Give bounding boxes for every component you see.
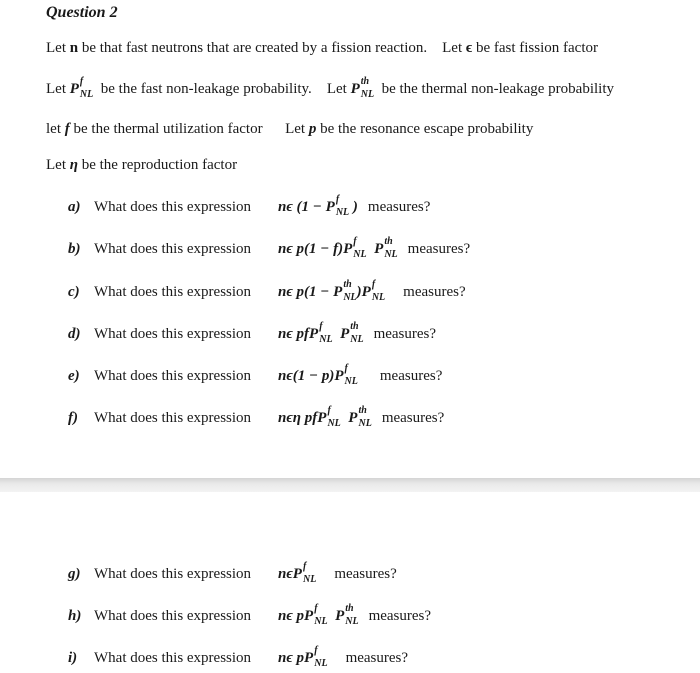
symbol-p-lower: p: [308, 121, 317, 137]
symbol-p-f-nl: [309, 321, 323, 343]
question-label: b): [68, 241, 81, 257]
question-label: g): [68, 566, 81, 582]
text: be fast fission factor: [475, 40, 598, 56]
superscript: f: [319, 321, 323, 332]
subscript: NL: [314, 616, 328, 627]
question-e: [68, 363, 443, 387]
question-label: c): [68, 284, 80, 300]
expr-part: nϵ: [278, 566, 293, 582]
subscript: NL: [353, 249, 367, 260]
measures-text: measures?: [334, 566, 397, 582]
expression: [278, 363, 358, 387]
text: Let: [442, 40, 463, 56]
expr-part: nϵη pf: [278, 410, 318, 426]
subscript: NL: [327, 418, 341, 429]
question-label: i): [68, 650, 78, 666]
text: be the fast non-leakage probability.: [100, 81, 312, 97]
subscript: NL: [358, 418, 372, 429]
symbol-p: P: [309, 326, 319, 342]
subscript: NL: [302, 574, 317, 585]
text: let: [46, 121, 61, 137]
question-text: What does this expression: [94, 410, 252, 426]
subscript: NL: [314, 658, 328, 669]
question-f: [68, 405, 445, 429]
subscript: NL: [319, 334, 333, 345]
expression: [278, 561, 317, 585]
symbol-p-f-nl: [361, 279, 376, 301]
definition-line-1: [46, 40, 598, 57]
text: be the thermal utilization factor: [73, 121, 263, 137]
subscript: NL: [360, 89, 375, 100]
text: be the reproduction factor: [81, 157, 238, 173]
measures-text: measures?: [403, 284, 466, 300]
expr-part: nϵ(1 − p): [278, 368, 335, 384]
definition-line-2: [46, 76, 614, 100]
text: be that fast neutrons that are created by a fission reaction.: [81, 40, 428, 56]
expression: [278, 279, 386, 303]
superscript: th: [350, 321, 359, 332]
superscript: f: [302, 561, 307, 572]
definition-line-4: [46, 157, 237, 174]
symbol-epsilon: ϵ: [465, 40, 473, 56]
superscript: th: [360, 76, 370, 87]
expr-part: nϵ p: [278, 608, 305, 624]
superscript: th: [384, 236, 393, 247]
symbol-p: P: [343, 241, 353, 257]
superscript: th: [343, 279, 352, 290]
question-text: What does this expression: [94, 241, 252, 257]
symbol-p: P: [335, 608, 345, 624]
measures-text: measures?: [373, 326, 437, 342]
symbol-p-f-nl: [69, 76, 84, 98]
symbol-p: P: [374, 241, 384, 257]
question-text: What does this expression: [94, 650, 252, 666]
superscript: f: [335, 194, 340, 205]
symbol-f: f: [64, 121, 70, 137]
expr-part: nϵ (1 −: [278, 199, 326, 215]
measures-text: measures?: [368, 608, 432, 624]
question-b: [68, 236, 471, 260]
expr-part: nϵ p: [278, 650, 305, 666]
subscript: NL: [345, 616, 359, 627]
text: Let: [46, 81, 66, 97]
symbol-p-f-nl: [334, 363, 348, 385]
question-label: a): [68, 199, 81, 215]
symbol-p-f-nl: [304, 603, 318, 625]
question-text: What does this expression: [94, 326, 252, 342]
symbol-p: P: [304, 608, 314, 624]
question-text: What does this expression: [94, 566, 252, 582]
superscript: th: [345, 603, 354, 614]
superscript: f: [371, 279, 376, 290]
question-label: e): [68, 368, 80, 384]
superscript: f: [314, 645, 318, 656]
superscript: f: [344, 363, 348, 374]
expression: [278, 236, 398, 260]
question-a: [68, 194, 431, 218]
symbol-p-f-nl: [292, 561, 307, 583]
superscript: th: [358, 405, 367, 416]
subscript: NL: [344, 376, 358, 387]
question-label: h): [68, 608, 82, 624]
question-text: What does this expression: [94, 368, 252, 384]
measures-text: measures?: [345, 650, 409, 666]
question-title: Question 2: [46, 4, 118, 21]
symbol-p: P: [69, 81, 79, 97]
expression: [278, 321, 364, 345]
question-h: [68, 603, 432, 627]
definition-line-3: [46, 121, 533, 138]
subscript: NL: [350, 334, 364, 345]
superscript: f: [79, 76, 84, 87]
symbol-p-f-nl: [343, 236, 357, 258]
subscript: NL: [371, 292, 386, 303]
subscript: NL: [335, 207, 350, 218]
question-c: [68, 279, 466, 303]
question-text: What does this expression: [94, 608, 252, 624]
symbol-p-f-nl: [317, 405, 331, 427]
subscript: NL: [384, 249, 398, 260]
measures-text: measures?: [379, 368, 443, 384]
symbol-p: P: [361, 284, 371, 300]
text: be the thermal non-leakage probability: [381, 81, 614, 97]
subscript: NL: [343, 292, 357, 303]
measures-text: measures?: [367, 199, 431, 215]
symbol-p: P: [304, 650, 314, 666]
expr-part: nϵ p(1 −: [278, 284, 334, 300]
question-label: d): [68, 326, 81, 342]
question-text: What does this expression: [94, 284, 252, 300]
text: Let: [46, 157, 66, 173]
symbol-p-f-nl: [325, 194, 340, 216]
superscript: f: [327, 405, 331, 416]
text: Let: [285, 121, 306, 137]
expression: [278, 645, 328, 669]
text: Let: [326, 81, 347, 97]
expr-part: ): [356, 284, 362, 300]
symbol-p: P: [340, 326, 350, 342]
text: Let: [46, 40, 66, 56]
symbol-p: P: [292, 566, 302, 582]
symbol-p: P: [333, 284, 343, 300]
expr-part: nϵ pf: [278, 326, 310, 342]
measures-text: measures?: [407, 241, 471, 257]
question-i: [68, 645, 409, 669]
question-g: [68, 561, 397, 585]
symbol-p: P: [348, 410, 358, 426]
question-label: f): [68, 410, 78, 426]
symbol-p: P: [334, 368, 344, 384]
symbol-p-f-nl: [304, 645, 318, 667]
page-divider: [0, 478, 700, 492]
question-text: What does this expression: [94, 199, 252, 215]
expr-part: ): [349, 199, 358, 215]
expression: [278, 603, 359, 627]
text: be the resonance escape probability: [320, 121, 534, 137]
superscript: f: [314, 603, 318, 614]
expression: [278, 405, 372, 429]
question-d: [68, 321, 437, 345]
symbol-eta: η: [69, 157, 78, 173]
symbol-p: P: [317, 410, 327, 426]
superscript: f: [353, 236, 357, 247]
measures-text: measures?: [381, 410, 445, 426]
symbol-p: P: [350, 81, 360, 97]
expression: [278, 194, 358, 218]
expr-part: nϵ p(1 − f): [278, 241, 344, 257]
subscript: NL: [79, 89, 94, 100]
symbol-p: P: [325, 199, 335, 215]
symbol-n: n: [69, 40, 79, 56]
